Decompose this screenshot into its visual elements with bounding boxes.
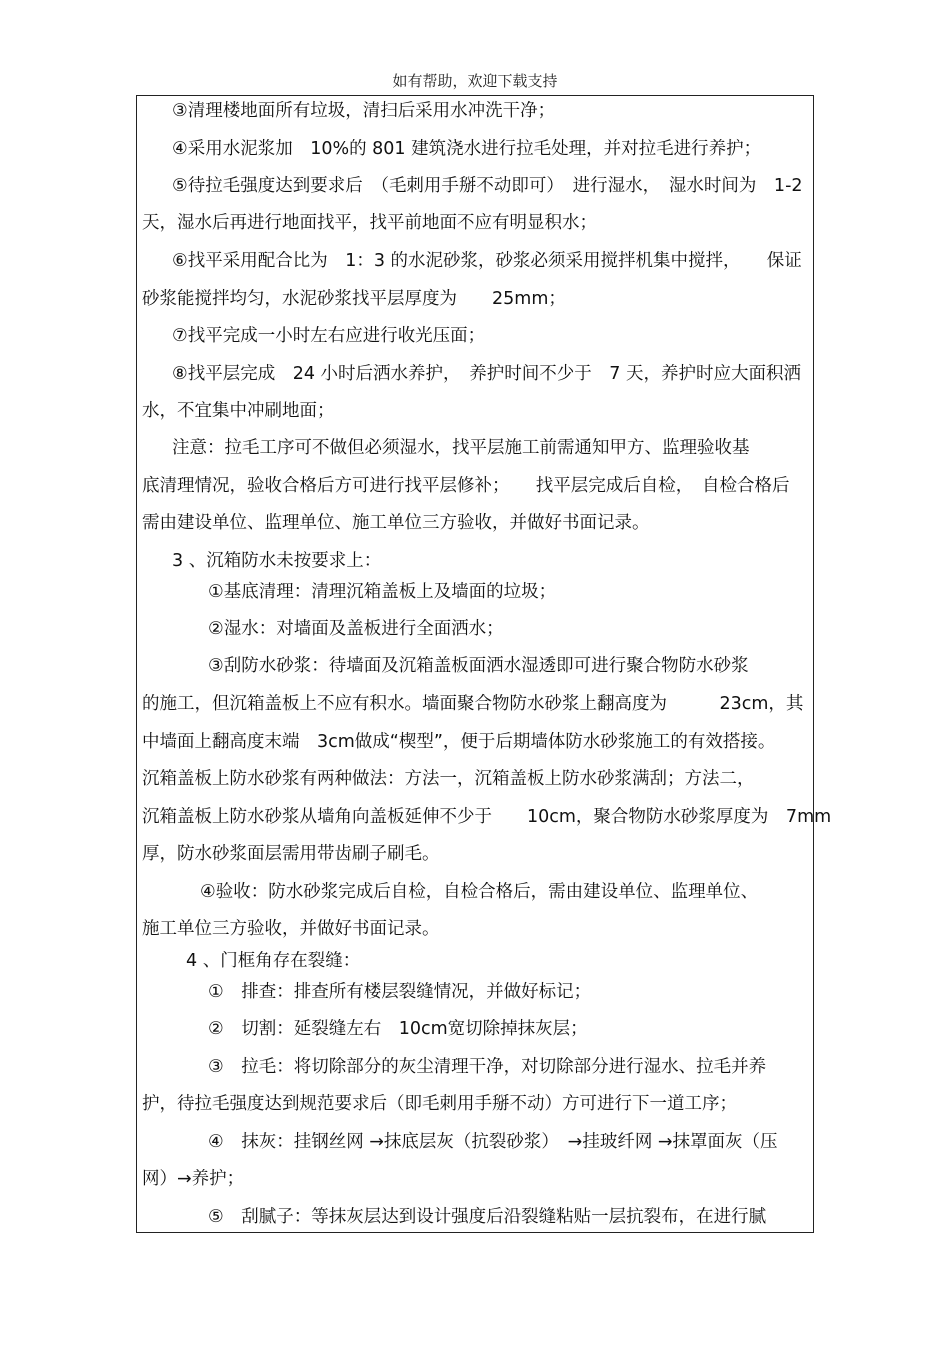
text-line: ①基底清理：清理沉箱盖板上及墙面的垃圾； [208, 582, 557, 602]
text-line: ③ 拉毛：将切除部分的灰尘清理干净，对切除部分进行湿水、拉毛并养 [208, 1057, 767, 1077]
text-line: 需由建设单位、监理单位、施工单位三方验收，并做好书面记录。 [142, 513, 650, 533]
text-line: 护，待拉毛强度达到规范要求后（即毛刺用手掰不动）方可进行下一道工序； [142, 1094, 737, 1114]
text-line: 沉箱盖板上防水砂浆从墙角向盖板延伸不少于 10cm，聚合物防水砂浆厚度为 7mm [142, 807, 832, 827]
text-line: 砂浆能搅拌均匀，水泥砂浆找平层厚度为 25mm； [142, 289, 566, 309]
text-line: ⑦找平完成一小时左右应进行收光压面； [172, 326, 486, 346]
text-line: 网）→养护； [142, 1169, 245, 1189]
text-line: 水，不宜集中冲刷地面； [142, 401, 335, 421]
text-line: ⑧找平层完成 24 小时后洒水养护， 养护时间不少于 7 天，养护时应大面积洒 [172, 364, 801, 384]
text-line: ⑤ 刮腻子：等抹灰层达到设计强度后沿裂缝粘贴一层抗裂布，在进行腻 [208, 1207, 767, 1227]
text-line: ③清理楼地面所有垃圾，清扫后采用水冲洗干净； [172, 101, 556, 121]
text-line: 3 、沉箱防水未按要求上： [172, 551, 382, 571]
text-line: ① 排查：排查所有楼层裂缝情况，并做好标记； [208, 982, 592, 1002]
text-line: 厚，防水砂浆面层需用带齿刷子刷毛。 [142, 844, 440, 864]
text-line: ② 切割：延裂缝左右 10cm宽切除掉抹灰层； [208, 1019, 588, 1039]
text-line: ④验收：防水砂浆完成后自检，自检合格后，需由建设单位、监理单位、 [200, 882, 759, 902]
text-line: 底清理情况，验收合格后方可进行找平层修补； 找平层完成后自检， 自检合格后 [142, 476, 790, 496]
text-line: 施工单位三方验收，并做好书面记录。 [142, 919, 440, 939]
text-line: ④采用水泥浆加 10%的 801 建筑浇水进行拉毛处理，并对拉毛进行养护； [172, 139, 762, 159]
text-line: 天，湿水后再进行地面找平，找平前地面不应有明显积水； [142, 213, 597, 233]
text-line: ④ 抹灰：挂钢丝网 →抹底层灰（抗裂砂浆） →挂玻纤网 →抹罩面灰（压 [208, 1132, 778, 1152]
text-line: 的施工，但沉箱盖板上不应有积水。墙面聚合物防水砂浆上翻高度为 23cm，其 [142, 694, 804, 714]
text-line: ⑥找平采用配合比为 1：3 的水泥砂浆，砂浆必须采用搅拌机集中搅拌， 保证 [172, 251, 802, 271]
text-line: ⑤待拉毛强度达到要求后 （毛刺用手掰不动即可） 进行湿水， 湿水时间为 1-2 [172, 176, 803, 196]
text-line: 4 、门框角存在裂缝： [186, 951, 361, 971]
text-line: ②湿水：对墙面及盖板进行全面洒水； [208, 619, 504, 639]
text-line: ③刮防水砂浆：待墙面及沉箱盖板面洒水湿透即可进行聚合物防水砂浆 [208, 656, 749, 676]
text-line: 注意：拉毛工序可不做但必须湿水，找平层施工前需通知甲方、监理验收基 [172, 438, 750, 458]
page-header: 如有帮助，欢迎下载支持 [392, 72, 558, 90]
text-line: 沉箱盖板上防水砂浆有两种做法：方法一，沉箱盖板上防水砂浆满刮；方法二， [142, 769, 755, 789]
text-line: 中墙面上翻高度末端 3cm做成“楔型”，便于后期墙体防水砂浆施工的有效搭接。 [142, 732, 776, 752]
